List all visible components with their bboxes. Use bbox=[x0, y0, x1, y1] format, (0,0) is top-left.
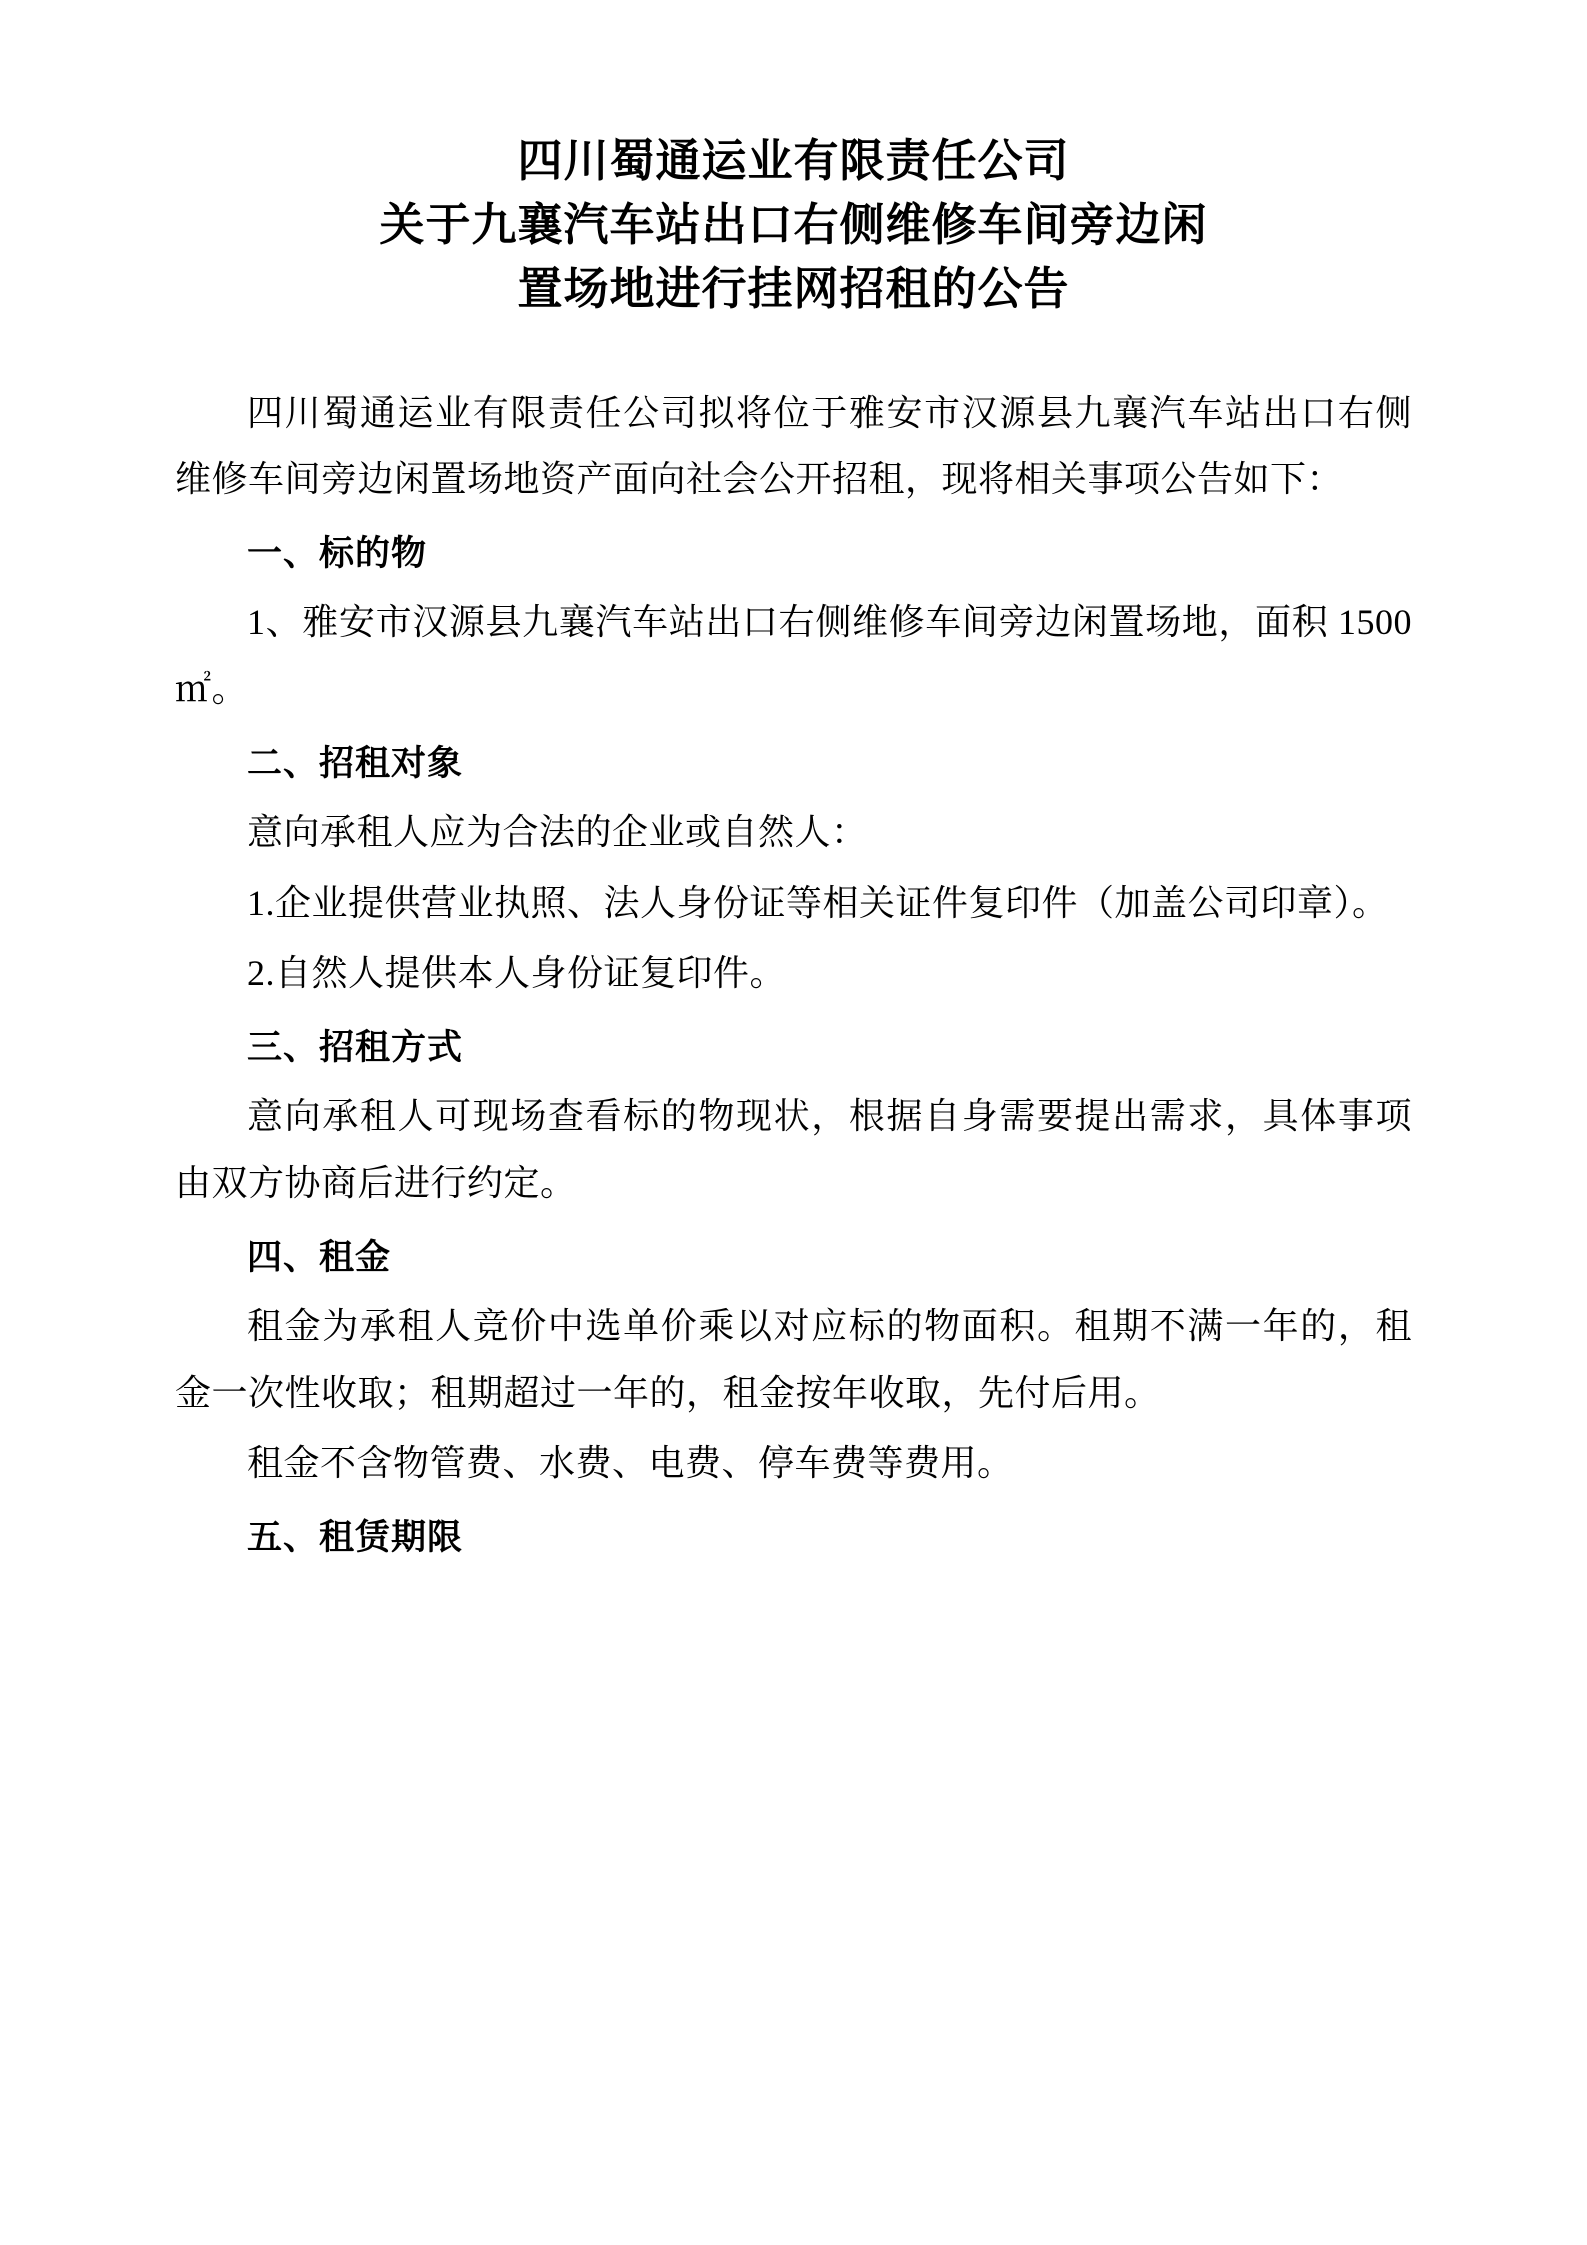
title-line-3: 置场地进行挂网招租的公告 bbox=[517, 263, 1070, 314]
section-2-paragraph-3: 2.自然人提供本人身份证复印件。 bbox=[247, 953, 787, 994]
section-4-paragraph-2: 租金不含物管费、水费、电费、停车费等费用。 bbox=[247, 1443, 1014, 1484]
section-2-paragraph-1: 意向承租人应为合法的企业或自然人： bbox=[247, 812, 868, 853]
section-2-paragraph-2: 1.企业提供营业执照、法人身份证等相关证件复印件（加盖公司印章）。 bbox=[247, 882, 1389, 923]
section-1-paragraph-1: 1、雅安市汉源县九襄汽车站出口右侧维修车间旁边闲置场地，面积 1500 ㎡。 bbox=[175, 602, 1412, 709]
section-4-paragraph-1: 租金为承租人竞价中选单价乘以对应标的物面积。租期不满一年的，租金一次性收取；租期超过一年的，租金按年收取，先付后用。 bbox=[175, 1306, 1412, 1413]
section-heading-4: 四、租金 bbox=[247, 1237, 392, 1278]
section-heading-2: 二、招租对象 bbox=[247, 743, 464, 784]
section-3-paragraph-1: 意向承租人可现场查看标的物现状，根据自身需要提出需求，具体事项由双方协商后进行约定。 bbox=[175, 1096, 1412, 1203]
section-heading-1: 一、标的物 bbox=[247, 533, 428, 574]
section-heading-3: 三、招租方式 bbox=[247, 1027, 464, 1068]
title-line-1: 四川蜀通运业有限责任公司 bbox=[517, 136, 1070, 186]
section-heading-5: 五、租赁期限 bbox=[247, 1517, 464, 1558]
intro-paragraph: 四川蜀通运业有限责任公司拟将位于雅安市汉源县九襄汽车站出口右侧维修车间旁边闲置场地资产面向社会公开招租，现将相关事项公告如下： bbox=[175, 392, 1412, 500]
page-title bbox=[175, 130, 1412, 322]
title-line-2: 关于九襄汽车站出口右侧维修车间旁边闲 bbox=[379, 199, 1208, 250]
